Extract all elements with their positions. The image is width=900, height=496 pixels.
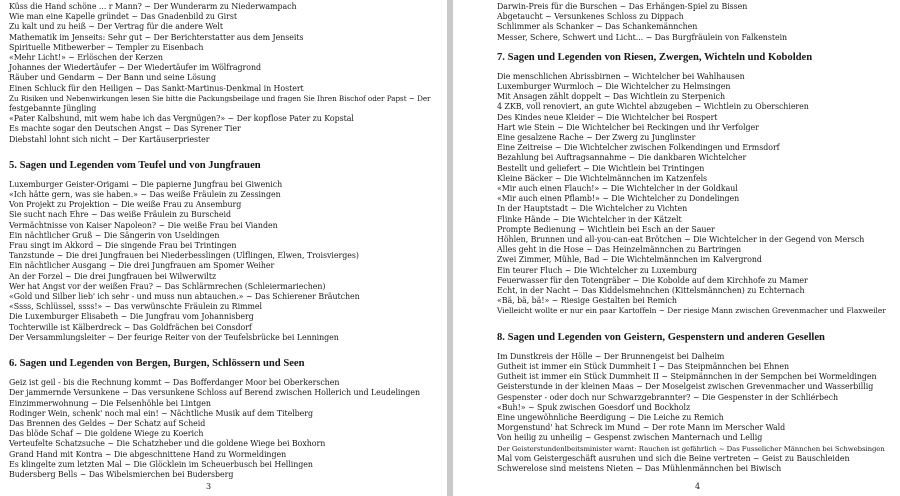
toc-entry: Alles geht in die Hose ~ Das Heinzelmännchen zu Bartringen [497,245,741,255]
toc-entry: Rodinger Wein, schenk' noch mal ein! ~ Nächtliche Musik auf dem Titelberg [9,408,314,418]
toc-entry: Vermächtnisse von Kaiser Napoleon? ~ Die weiße Frau bei Vianden [9,220,278,230]
toc-entry: «Buh!» ~ Spuk zwischen Goesdorf und Bockholz [497,402,691,412]
toc-entry: Geiz ist geil - bis die Rechnung kommt ~ Das Bofferdanger Moor bei Oberkerschen [9,378,340,388]
toc-block-top [9,2,435,145]
toc-entry: Schlimmer als Schanker ~ Das Schankemännchen [497,22,698,32]
toc-entry: Sie sucht nach Ehre ~ Das weiße Fräulein zu Burscheid [9,210,231,220]
toc-entry: Räuber und Gendarm ~ Der Bann und seine Lösung [9,73,216,83]
toc-entry: Eine gesalzene Rache ~ Der Zwerg zu Junglinster [497,133,696,143]
toc-entry: Flinke Hände ~ Die Wichtelcher in der Kätzelt [497,214,682,224]
left-page [0,0,447,496]
page-number: 3 [206,482,212,491]
section-heading-7: 7. Sagen und Legenden von Riesen, Zwergen, Wichteln und Kobolden [497,51,813,63]
toc-entry: «Ich hätte gern, was sie haben.» ~ Das weiße Fräulein zu Zessingen [9,190,281,200]
toc-entry: Kleine Bäcker ~ Die Wichtelmännchen im Katzenfels [497,173,708,183]
toc-entry: Budersberg Bells ~ Das Wibelsmierchen bei Budersberg [9,469,234,479]
toc-entry: Eine ungewöhnliche Beerdigung ~ Die Leiche zu Remich [497,412,724,422]
toc-entry: Gutheit ist immer ein Stück Dummheit I ~ Das Steipmännchen bei Ehnen [497,361,789,371]
section-heading-6: 6. Sagen und Legenden von Bergen, Burgen, Schlössern und Seen [9,358,305,370]
toc-entry: Der Versammlungsleiter ~ Der feurige Reiter von der Teufelsbrücke bei Lenningen [9,332,339,342]
toc-entry: festgebannte Jüngling [9,104,97,114]
right-page [453,0,900,496]
toc-entry: Mal vom Geistergeschäft ausruhen und sich die Beine vertreten ~ Geist zu Bauschleiden [497,453,850,463]
toc-entry: Abgetaucht ~ Versunkenes Schloss zu Dippach [497,12,684,22]
toc-entry: Die Luxemburger Elisabeth ~ Die Jungfrau vom Johannisberg [9,312,254,322]
toc-entry: Mit Ansagen zählt doppelt ~ Das Wichtlein zu Sterpenich [497,92,726,102]
toc-entry: Vielleicht wollte er nur ein paar Kartoffeln ~ Der riesige Mann zwischen Grevenmacher und Flaxweiler [497,306,886,316]
section-heading-5: 5. Sagen und Legenden vom Teufel und von Jungfrauen [9,159,261,171]
toc-entry: Frau singt im Akkord ~ Die singende Frau bei Trintingen [9,241,237,251]
toc-block-section-7 [497,72,890,317]
toc-entry: Geisterstunde in der kleinen Maas ~ Der Moselgeist zwischen Grevenmacher und Wasserbillig [497,382,874,392]
toc-entry: Gutheit ist immer ein Stück Dummheit II ~ Steipmännchen in der Sempchen bei Wormeldingen [497,372,877,382]
toc-entry: Des Kindes neue Kleider ~ Die Wichtelcher bei Rospert [497,112,718,122]
toc-entry: Spirituelle Mitbewerber ~ Templer zu Eisenbach [9,42,204,52]
toc-entry: Zwei Zimmer, Mühle, Bad ~ Die Wichtelmännchen im Kalvergrond [497,255,762,265]
toc-entry: Johannes der Wiedertäufer ~ Der Wiedertäufer im Wölfragrond [9,63,261,73]
toc-entry: Tanzstunde ~ Die drei Jungfrauen bei Niederbesslingen (Ulflingen, Elwen, Troisvierges) [9,251,359,261]
toc-entry: Ein teurer Fluch ~ Die Wichtelcher zu Luxemburg [497,265,697,275]
section-heading-8: 8. Sagen und Legenden von Geistern, Gespenstern und anderen Gesellen [497,331,825,343]
toc-entry: Zu kalt und zu heiß ~ Der Vertrag für die andere Welt [9,22,223,32]
toc-block-section-6 [9,378,435,480]
toc-entry: Von heilig zu unheilig ~ Gespenst zwischen Manternach und Lellig [497,433,763,443]
toc-entry: Feuerwasser für den Totengräber ~ Die Kobolde auf dem Kirchhofe zu Mamer [497,275,808,285]
toc-entry: Echt, in der Nacht ~ Das Kiddelsmehnchen (Kittelsmännchen) zu Echternach [497,286,805,296]
toc-entry: Bezahlung bei Auftragsannahme ~ Die dankbaren Wichtelcher [497,153,747,163]
toc-entry: «Mir auch einen Flauch!» ~ Die Wichtelcher in der Goldkaul [497,184,738,194]
toc-entry: Schwerelose sind meistens Nieten ~ Das Mühlenmännchen bei Biwisch [497,463,782,473]
toc-entry: In der Hauptstadt ~ Die Wichtelcher zu Vichten [497,204,688,214]
toc-entry: Der jammernde Versunkene ~ Das versunkene Schloss auf Berend zwischen Hollerich und Leudelingen [9,388,421,398]
toc-entry: Ein nächtlicher Ausgang ~ Die drei Jungfrauen am Spomer Weiher [9,261,275,271]
toc-block-section-8 [497,352,890,474]
toc-entry: Höhlen, Brunnen und all-you-can-eat Brötchen ~ Die Wichtelcher in der Gegend von Mersch [497,235,865,245]
toc-entry: Mathematik im Jenseits: Sehr gut ~ Der Berichterstatter aus dem Jenseits [9,32,304,42]
toc-entry: Die menschlichen Abrissbirnen ~ Wichtelcher bei Wahlhausen [497,71,745,81]
toc-entry: Luxemburger Geister-Origami ~ Die papierne Jungfrau bei Giwenich [9,179,283,189]
toc-entry: Grand Hand mit Kontra ~ Die abgeschnittene Hand zu Wormeldingen [9,449,287,459]
toc-entry: Der Geisterstundenlbeitsminister warnt: Rauchen ist gefährlich ~ Das Fusselicher Männchen bei Schwebsingen [497,444,885,453]
toc-entry: Morgenstund' hat Schreck im Mund ~ Der rote Mann im Merscher Wald [497,423,786,433]
toc-entry: Im Dunstkreis der Hölle ~ Der Brunnengeist bei Dalheim [497,351,725,361]
toc-entry: Es klingelte zum letzten Mal ~ Die Glöcklein im Scheuerbusch bei Hellingen [9,459,313,469]
toc-entry: An der Forzel ~ Die drei Jungfrauen bei Wilwerwiltz [9,271,217,281]
toc-entry: Zu Risiken und Nebenwirkungen lesen Sie bitte die Packungsbeilage und fragen Sie Ihren Bischof oder Papst ~ Der [9,93,431,103]
toc-entry: Es machte sogar den Deutschen Angst ~ Das Syrener Tier [9,124,241,134]
toc-entry: Bestellt und geliefert ~ Die Wichtlein bei Trintingen [497,163,705,173]
toc-entry: Darwin-Preis für die Burschen ~ Das Erhängen-Spiel zu Bissen [497,2,748,11]
toc-entry: Einzimmerwohnung ~ Die Felsenhöhle bei Lintgen [9,398,211,408]
toc-entry: Verteufelte Schatzsuche ~ Die Schatzheber und die goldene Wiege bei Boxhorn [9,439,326,449]
toc-entry: Ein nächtlicher Gruß ~ Die Sängerin von Useldingen [9,230,220,240]
toc-entry: Diebstahl lohnt sich nicht ~ Der Kartäuserpriester [9,134,210,144]
toc-entry: «Mehr Licht!» ~ Erlöschen der Kerzen [9,53,163,63]
toc-entry: Einen Schluck für den Heiligen ~ Das Sankt-Martinus-Denkmal in Hostert [9,83,304,93]
toc-entry: Hart wie Stein ~ Die Wichtelcher bei Reckingen und ihr Verfolger [497,122,759,132]
toc-entry: Das blöde Schaf ~ Die goldene Wiege zu Koerich [9,429,204,439]
toc-entry: Wer hat Angst vor der weißen Frau? ~ Das Schlärmrechen (Schleiermariechen) [9,281,326,291]
toc-entry: «Pater Kalbshund, mit wem habe ich das Vergnügen?» ~ Der kopflose Pater zu Kopstal [9,114,354,124]
toc-entry: «Mir auch einen Pflamb!» ~ Die Wichtelcher zu Dondelingen [497,194,740,204]
toc-entry: 4 ZKB, voll renoviert, an gute Wichtel abzugeben ~ Wichtlein zu Oberschieren [497,102,809,112]
toc-entry: Gespenster - oder doch nur Schwarzgebrannter? ~ Die Gespenster in der Schliérbech [497,392,839,402]
toc-entry: Das Brennen des Geldes ~ Der Schatz auf Scheid [9,418,206,428]
toc-entry: Wie man eine Kapelle gründet ~ Das Gnadenbild zu Girst [9,12,237,22]
toc-entry: Tochterwille ist Kälberdreck ~ Das Goldfrächen bei Consdorf [9,322,252,332]
toc-entry: «Ssss, Schlüssel, ssss!» ~ Das verwünschte Fräulein zu Rimmel [9,302,263,312]
toc-entry: Eine Zeitreise ~ Die Wichtelcher zwischen Folkendingen und Ermsdorf [497,143,780,153]
toc-entry: Luxemburger Wurmloch ~ Die Wichtelcher zu Helmsingen [497,82,731,92]
toc-entry: Von Projekt zu Projektion ~ Die weiße Frau zu Ansemburg [9,200,242,210]
toc-entry: Prompte Bedienung ~ Wichtlein bei Esch an der Sauer [497,224,715,234]
toc-entry: Messer, Schere, Schwert und Licht... ~ Das Burgfräulein von Falkenstein [497,32,788,42]
toc-block-section-5 [9,180,435,343]
toc-entry: Küss die Hand schöne ... r Mann? ~ Der Wunderarm zu Niederwampach [9,2,297,11]
page-number: 4 [695,482,701,491]
toc-entry: «Bä, bä, bä!» ~ Riesige Gestalten bei Remich [497,296,677,306]
toc-entry: «Gold und Silber lieb' ich sehr - und muss nun abtauchen.» ~ Das Schierener Bräutchen [9,292,360,302]
toc-block-top [497,2,890,43]
